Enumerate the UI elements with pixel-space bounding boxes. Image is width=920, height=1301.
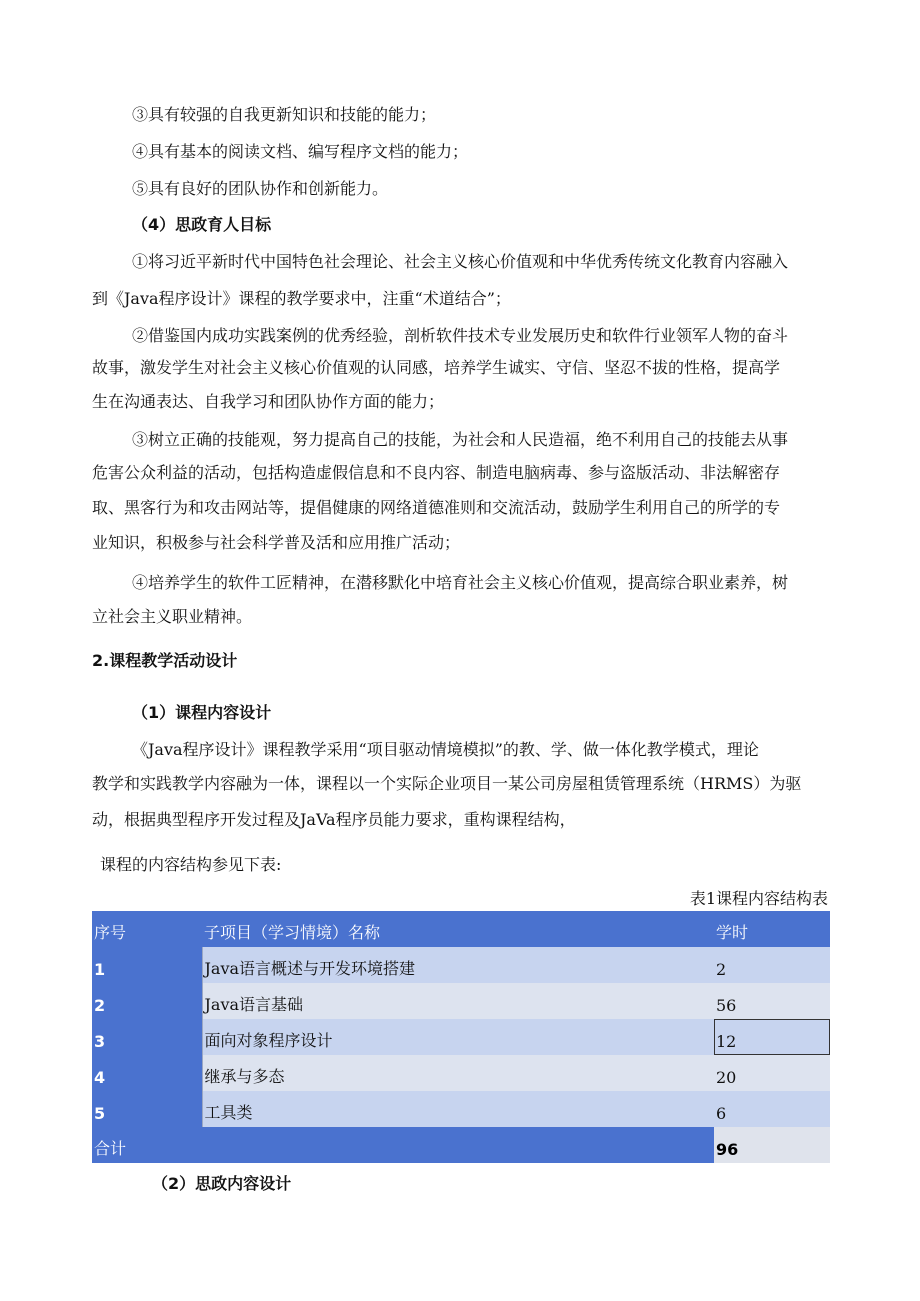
row-name: 面向对象程序设计 <box>202 1019 714 1055</box>
p2-line-3: 生在沟通表达、自我学习和团队协作方面的能力； <box>92 392 445 411</box>
row-name: Java语言概述与开发环境搭建 <box>202 947 714 983</box>
row-name: Java语言基础 <box>202 983 714 1019</box>
p3-line-3: 取、黑客行为和攻击网站等，提倡健康的网络道德准则和交流活动，鼓励学生利用自己的所学的专 <box>92 498 781 517</box>
heading-4: （4）思政育人目标 <box>132 215 272 234</box>
table-row <box>92 1055 830 1091</box>
row-index: 2 <box>92 983 202 1019</box>
header-name: 子项目（学习情境）名称 <box>202 911 714 947</box>
table-total-row <box>92 1127 830 1163</box>
p3-line-2: 危害公众利益的活动，包括构造虚假信息和不良内容、制造电脑病毒、参与盗版活动、非法解密存 <box>92 463 781 482</box>
row-index: 4 <box>92 1055 202 1091</box>
p2-line-1: ②借鉴国内成功实践案例的优秀经验，剖析软件技术专业发展历史和软件行业领军人物的奋斗 <box>132 326 789 345</box>
header-hours: 学时 <box>714 911 830 947</box>
total-label: 合计 <box>92 1127 202 1163</box>
heading-1: （1）课程内容设计 <box>132 703 272 722</box>
row-hours-selected-cell[interactable]: 12 <box>714 1019 830 1055</box>
row-hours: 56 <box>714 983 830 1019</box>
row-index: 1 <box>92 947 202 983</box>
paragraph-5: ⑤具有良好的团队协作和创新能力。 <box>132 179 389 198</box>
paragraph-3: ③具有较强的自我更新知识和技能的能力； <box>132 105 437 124</box>
course-table <box>92 911 830 1163</box>
paragraph-4: ④具有基本的阅读文档、编写程序文档的能力； <box>132 142 469 161</box>
p5-line-1: 《Java程序设计》课程教学采用“项目驱动情境模拟”的教、学、做一体化教学模式，理论 <box>132 740 759 759</box>
p4-line-1: ④培养学生的软件工匠精神，在潜移默化中培育社会主义核心价值观，提高综合职业素养，树 <box>132 573 789 592</box>
p3-line-4: 业知识，积极参与社会科学普及活和应用推广活动； <box>92 533 461 552</box>
table-caption: 表1课程内容结构表 <box>689 889 828 908</box>
table-row <box>92 1091 830 1127</box>
p5-line-2: 教学和实践教学内容融为一体，课程以一个实际企业项目一某公司房屋租赁管理系统（HRMS）为驱 <box>92 774 802 793</box>
p5-line-3: 动，根据典型程序开发过程及JaVa程序员能力要求，重构课程结构， <box>92 810 576 829</box>
row-hours: 2 <box>714 947 830 983</box>
row-hours: 20 <box>714 1055 830 1091</box>
row-name: 工具类 <box>202 1091 714 1127</box>
row-name: 继承与多态 <box>202 1055 714 1091</box>
row-hours: 6 <box>714 1091 830 1127</box>
heading-2: （2）思政内容设计 <box>152 1174 292 1193</box>
table-row <box>92 1019 830 1055</box>
total-value: 96 <box>714 1127 830 1163</box>
total-empty <box>202 1127 714 1163</box>
header-index: 序号 <box>92 911 202 947</box>
table-header-row <box>92 911 830 947</box>
p6: 课程的内容结构参见下表: <box>100 855 282 874</box>
p1-line-1: ①将习近平新时代中国特色社会理论、社会主义核心价值观和中华优秀传统文化教育内容融入 <box>132 252 789 271</box>
p1-line-2: 到《Java程序设计》课程的教学要求中，注重“术道结合”； <box>92 289 511 308</box>
table-row <box>92 983 830 1019</box>
table-row <box>92 947 830 983</box>
row-index: 5 <box>92 1091 202 1127</box>
row-index: 3 <box>92 1019 202 1055</box>
p3-line-1: ③树立正确的技能观，努力提高自己的技能，为社会和人民造福，绝不利用自己的技能去从事 <box>132 430 789 449</box>
section-2-title: 2.课程教学活动设计 <box>92 651 238 670</box>
p2-line-2: 故事，激发学生对社会主义核心价值观的认同感，培养学生诚实、守信、坚忍不拔的性格，提高学 <box>92 358 781 377</box>
p4-line-2: 立社会主义职业精神。 <box>92 607 253 626</box>
